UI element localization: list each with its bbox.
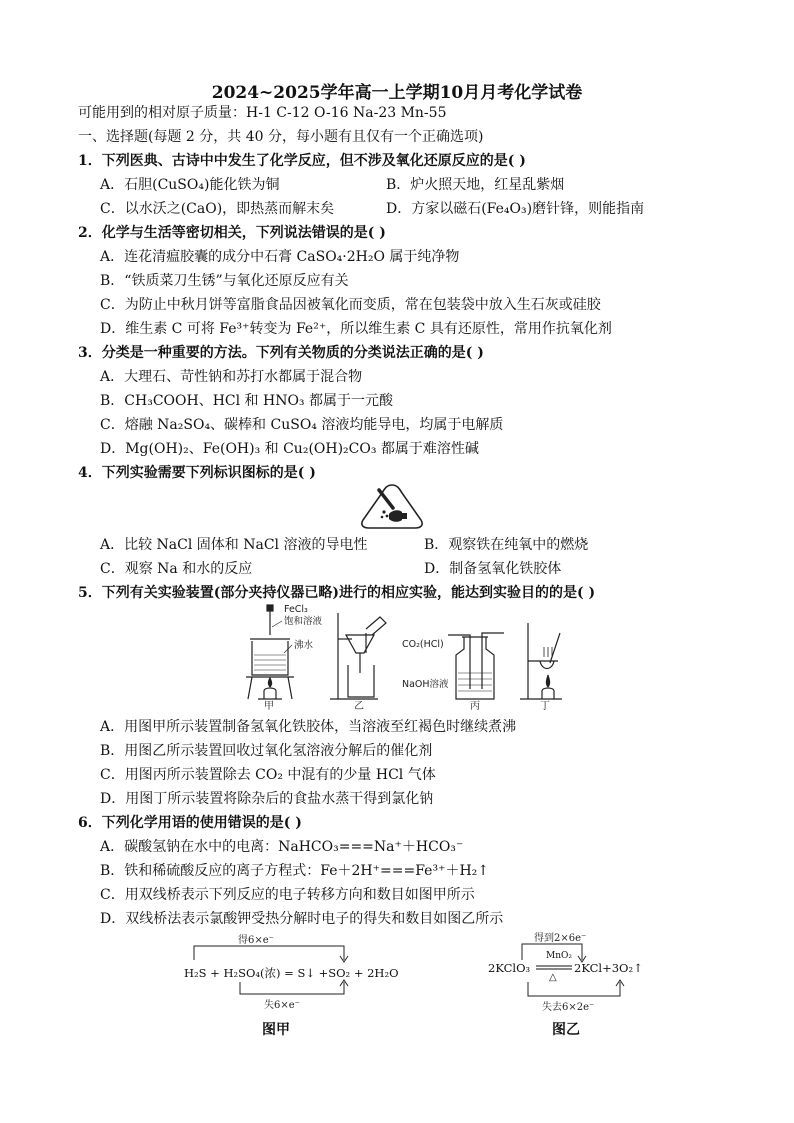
q5-option-a: A．用图甲所示装置制备氢氧化铁胶体，当溶液至红褐色时继续煮沸 bbox=[100, 719, 517, 735]
apparatus-yi bbox=[330, 613, 386, 699]
label-co2-hcl: CO₂(HCl) bbox=[402, 639, 444, 650]
atomic-masses: 可能用到的相对原子质量：H-1 C-12 O-16 Na-23 Mn-55 bbox=[78, 105, 447, 121]
caption-ding: 丁 bbox=[540, 701, 550, 712]
q3-option-b: B．CH₃COOH、HCl 和 HNO₃ 都属于一元酸 bbox=[100, 393, 393, 409]
fig2-loss-label: 失去6×2e⁻ bbox=[542, 1002, 595, 1013]
label-fecl3: FeCl₃ bbox=[284, 604, 308, 615]
section-heading: 一、选择题(每题 2 分，共 40 分，每小题有且仅有一个正确选项) bbox=[78, 129, 484, 145]
exam-title: 2024~2025学年高一上学期10月月考化学试卷 bbox=[211, 83, 583, 103]
apparatus-bing bbox=[448, 633, 504, 699]
label-boiling-water: 沸水 bbox=[294, 640, 314, 651]
fig2-gain-label: 得到2×6e⁻ bbox=[534, 933, 587, 944]
caption-bing: 丙 bbox=[470, 701, 480, 712]
fig2-caption: 图乙 bbox=[552, 1022, 580, 1038]
apparatus-figure bbox=[238, 603, 568, 713]
fig1-equation: H₂S + H₂SO₄(浓) = S↓ +SO₂ + 2H₂O bbox=[184, 966, 399, 980]
caption-yi: 乙 bbox=[354, 701, 364, 712]
electron-transfer-diagram-1 bbox=[180, 932, 400, 1012]
q1-option-b: B．炉火照天地，红星乱紫烟 bbox=[386, 177, 565, 193]
label-saturated: 饱和溶液 bbox=[284, 616, 323, 627]
q1-option-c: C．以水沃之(CaO)，即热蒸而解末矣 bbox=[100, 201, 335, 217]
fig1-gain-label: 得6×e⁻ bbox=[238, 935, 274, 946]
q4-stem: 4．下列实验需要下列标识图标的是( ) bbox=[78, 465, 316, 481]
q5-option-b: B．用图乙所示装置回收过氧化氢溶液分解后的催化剂 bbox=[100, 743, 433, 759]
q1-option-d: D．方家以磁石(Fe₄O₃)磨针锋，则能指南 bbox=[386, 201, 645, 217]
q6-stem: 6．下列化学用语的使用错误的是( ) bbox=[78, 815, 302, 831]
q1-option-a: A．石胆(CuSO₄)能化铁为铜 bbox=[100, 177, 280, 193]
electron-transfer-diagram-2 bbox=[484, 930, 654, 1014]
q3-option-c: C．熔融 Na₂SO₄、碳棒和 CuSO₄ 溶液均能导电，均属于电解质 bbox=[100, 417, 504, 433]
q6-option-a: A．碳酸氢钠在水中的电离：NaHCO₃===Na⁺＋HCO₃⁻ bbox=[100, 839, 464, 855]
q4-option-d: D．制备氢氧化铁胶体 bbox=[424, 561, 562, 577]
fig2-lhs: 2KClO₃ bbox=[488, 961, 531, 975]
q4-option-c: C．观察 Na 和水的反应 bbox=[100, 561, 253, 577]
hand-wash-safety-icon bbox=[355, 482, 429, 530]
q2-stem: 2．化学与生活等密切相关，下列说法错误的是( ) bbox=[78, 225, 386, 241]
q2-option-b: B．“铁质菜刀生锈”与氧化还原反应有关 bbox=[100, 273, 349, 289]
fig2-heat: △ bbox=[549, 972, 557, 983]
q1-stem: 1．下列医典、古诗中中发生了化学反应，但不涉及氧化还原反应的是( ) bbox=[78, 153, 526, 169]
q3-option-a: A．大理石、苛性钠和苏打水都属于混合物 bbox=[100, 369, 363, 385]
fig2-rhs: 2KCl+3O₂↑ bbox=[574, 961, 643, 975]
q5-option-d: D．用图丁所示装置将除杂后的食盐水蒸干得到氯化钠 bbox=[100, 791, 434, 807]
q6-option-d: D．双线桥法表示氯酸钾受热分解时电子的得失和数目如图乙所示 bbox=[100, 911, 504, 927]
fig1-caption: 图甲 bbox=[262, 1022, 290, 1038]
fig1-loss-label: 失6×e⁻ bbox=[264, 1000, 300, 1011]
q6-option-b: B．铁和稀硫酸反应的离子方程式：Fe＋2H⁺===Fe³⁺＋H₂↑ bbox=[100, 863, 490, 879]
apparatus-ding bbox=[520, 623, 562, 699]
q5-option-c: C．用图丙所示装置除去 CO₂ 中混有的少量 HCl 气体 bbox=[100, 767, 436, 783]
q5-stem: 5．下列有关实验装置(部分夹持仪器已略)进行的相应实验，能达到实验目的的是( ) bbox=[78, 585, 596, 601]
q4-option-b: B．观察铁在纯氧中的燃烧 bbox=[424, 537, 589, 553]
q3-stem: 3．分类是一种重要的方法。下列有关物质的分类说法正确的是( ) bbox=[78, 345, 484, 361]
fig2-catalyst: MnO₂ bbox=[546, 951, 572, 961]
q4-option-a: A．比较 NaCl 固体和 NaCl 溶液的导电性 bbox=[100, 537, 368, 553]
q2-option-a: A．连花清瘟胶囊的成分中石膏 CaSO₄·2H₂O 属于纯净物 bbox=[100, 249, 460, 265]
q3-option-d: D．Mg(OH)₂、Fe(OH)₃ 和 Cu₂(OH)₂CO₃ 都属于难溶性碱 bbox=[100, 441, 479, 457]
q2-option-d: D．维生素 C 可将 Fe³⁺转变为 Fe²⁺，所以维生素 C 具有还原性，常用作抗氧化剂 bbox=[100, 321, 612, 337]
q6-option-c: C．用双线桥表示下列反应的电子转移方向和数目如图甲所示 bbox=[100, 887, 475, 903]
caption-jia: 甲 bbox=[264, 701, 274, 712]
q2-option-c: C．为防止中秋月饼等富脂食品因被氧化而变质，常在包装袋中放入生石灰或硅胶 bbox=[100, 297, 601, 313]
label-naoh: NaOH溶液 bbox=[402, 679, 449, 690]
